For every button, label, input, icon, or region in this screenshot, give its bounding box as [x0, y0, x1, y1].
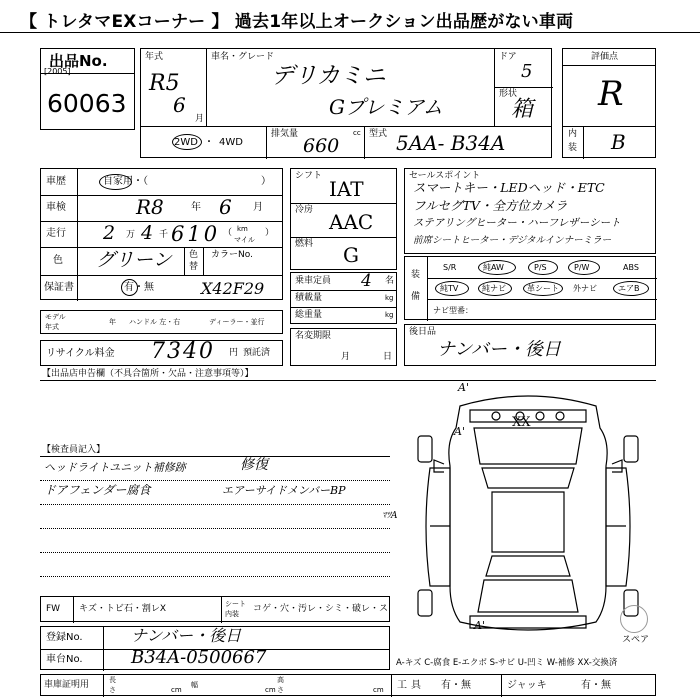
- lot-box: [40, 48, 135, 130]
- recycle-value: 7340: [151, 339, 215, 364]
- cert-long-2: さ: [109, 686, 116, 694]
- inspection-year: R8: [136, 195, 164, 219]
- grade-box: [562, 48, 656, 158]
- header-bar: [0, 0, 700, 33]
- equip-ext-navi: 外ナビ: [573, 284, 597, 293]
- mileage-label: 走行: [46, 228, 66, 239]
- weight-label: 総重量: [295, 310, 323, 320]
- later-value: ナンバー・後日: [437, 339, 561, 360]
- weight-unit: kg: [385, 311, 394, 319]
- lot-year-tag: [2005]: [44, 67, 71, 76]
- model-year-row: [40, 310, 283, 334]
- chassis-value: B34A-0500667: [131, 647, 267, 668]
- color-change-2: 替: [189, 262, 199, 272]
- equip-pw: P/W: [574, 263, 590, 272]
- lot-number: 60063: [47, 89, 127, 118]
- model-year-label-1: モデル: [45, 313, 66, 321]
- mileage-paren-close: ）: [265, 228, 275, 238]
- registration-value: ナンバー・後日: [131, 626, 242, 645]
- recycle-box: [40, 340, 283, 366]
- mileage-paren-open: （: [223, 228, 233, 238]
- spec-box: [290, 168, 397, 270]
- damage-mark-2: A': [454, 425, 465, 438]
- capacity-label: 乗車定員: [295, 276, 332, 286]
- cert-long-1: 長: [109, 676, 116, 684]
- condition-label: FW: [46, 604, 61, 614]
- load-unit: kg: [385, 294, 394, 302]
- history-label: 車歴: [46, 176, 66, 187]
- cert-cm-2: cm: [265, 686, 276, 694]
- model-year-label-2: 年式: [45, 323, 59, 331]
- recycle-label: リサイクル料金: [46, 348, 115, 359]
- jack-label: ジャッキ: [507, 680, 547, 691]
- sales-points-box: [404, 168, 656, 254]
- interior-label-2: 装: [568, 143, 578, 153]
- mileage-unit1: 万: [126, 230, 136, 240]
- equip-tv: 純TV: [440, 284, 459, 293]
- inspector-note-4: エアーサイドメンバーBP: [222, 484, 346, 497]
- mileage-value1: 2: [103, 222, 116, 244]
- displacement-value: 660: [303, 135, 340, 157]
- equip-abs: ABS: [623, 263, 639, 272]
- mileage-value2: 4: [141, 222, 154, 244]
- equip-navi: 純ナビ: [482, 284, 506, 293]
- color-label: 色: [53, 255, 63, 266]
- vehicle-grade: Gプレミアム: [329, 95, 443, 119]
- shape-label: 形状: [499, 89, 518, 99]
- sales-point-3: ステアリングヒーター・ハーフレザーシート: [413, 217, 621, 229]
- inspection-year-unit: 年: [191, 202, 201, 213]
- mileage-mile: マイル: [234, 236, 255, 244]
- equip-ps: P/S: [534, 263, 547, 272]
- vehicle-name: デリカミニ: [271, 63, 386, 89]
- drive-2wd: 2WD: [174, 137, 198, 148]
- condition-seat-items: コゲ・穴・汚レ・シミ・破レ・ス: [253, 604, 389, 614]
- grade-score: R: [598, 74, 624, 114]
- name-change-month: 月: [341, 352, 351, 362]
- tools-value: 有・無: [441, 680, 471, 691]
- inspector-note-3: 修復: [240, 457, 268, 473]
- spare-label: スペア: [622, 635, 650, 645]
- damage-mark-4: ﾏﾂA: [382, 511, 398, 521]
- capacity-box: [290, 272, 397, 324]
- interior-label-1: 内: [568, 129, 578, 139]
- name-label: 車名・グレード: [211, 52, 275, 62]
- model-year-handle: ハンドル 左・右: [129, 318, 181, 326]
- drive-4wd: 4WD: [219, 137, 243, 148]
- vehicle-box: [140, 48, 552, 158]
- capacity-unit: 名: [385, 276, 395, 286]
- damage-legend: A-キズ C-腐食 E-エクボ S-サビ U-凹ミ W-補修 XX-交換済: [396, 658, 618, 668]
- info-table: [40, 168, 283, 300]
- history-close: ）: [261, 176, 271, 187]
- name-change-day: 日: [383, 352, 393, 362]
- recycle-deposit: 預託済: [243, 348, 271, 358]
- tools-label: 工具: [397, 680, 425, 691]
- drive-sep: ・: [204, 137, 214, 148]
- inspection-label: 車検: [46, 202, 66, 213]
- model-value: 5AA- B34A: [396, 131, 506, 155]
- year-month: 6: [173, 93, 186, 117]
- warranty-value: 有・無: [124, 282, 154, 293]
- fuel-value: G: [343, 243, 359, 267]
- mileage-km: km: [237, 225, 248, 233]
- lot-label: 出品No.: [49, 52, 108, 70]
- color-value: グリーン: [96, 249, 172, 271]
- shift-value: IAT: [329, 177, 364, 201]
- condition-seat-1: シート: [225, 600, 246, 608]
- equipment-label-2: 備: [411, 292, 421, 302]
- cert-cm-3: cm: [373, 686, 384, 694]
- cert-height-1: 高: [277, 676, 284, 684]
- mileage-unit2: 千: [159, 230, 169, 240]
- condition-row: [40, 596, 390, 622]
- year-era: R5: [149, 71, 180, 96]
- later-label: 後日品: [409, 327, 437, 337]
- color-no: X42F29: [201, 279, 265, 298]
- displacement-label: 排気量: [271, 129, 299, 139]
- damage-mark-5: A': [474, 619, 485, 632]
- door-label: ドア: [499, 52, 517, 62]
- cert-label: 車庫証明用: [44, 680, 90, 690]
- grade-label: 評価点: [591, 52, 619, 62]
- ac-label: 冷房: [295, 205, 314, 215]
- displacement-unit: cc: [353, 129, 361, 137]
- inspector-label: 【検査員記入】: [42, 445, 106, 455]
- spare-tire-icon: [620, 605, 648, 633]
- inspector-note-1: ヘッドライトユニット補修跡: [44, 461, 186, 474]
- fuel-label: 燃料: [295, 239, 314, 249]
- equip-aw: 純AW: [483, 263, 504, 272]
- registration-box: [40, 626, 390, 670]
- shape-value: 箱: [511, 97, 534, 122]
- color-change-1: 色: [189, 250, 199, 260]
- condition-seat-2: 内装: [225, 610, 239, 618]
- inspection-month-unit: 月: [253, 202, 263, 213]
- color-no-label: カラーNo.: [211, 250, 253, 260]
- name-change-box: [290, 328, 397, 366]
- sales-points-label: セールスポイント: [409, 171, 481, 181]
- history-value: 自家用・（: [103, 176, 148, 187]
- shift-label: シフト: [295, 171, 323, 181]
- registration-label: 登録No.: [46, 632, 83, 643]
- load-label: 積載量: [295, 293, 323, 303]
- equipment-box: [404, 256, 656, 320]
- sales-point-1: スマートキー・LEDヘッド・ETC: [413, 180, 605, 195]
- year-label: 年式: [145, 52, 164, 62]
- chassis-label: 車台No.: [46, 654, 83, 665]
- warranty-label: 保証書: [44, 282, 74, 293]
- bottom-row: [40, 674, 656, 696]
- year-month-unit: 月: [195, 114, 205, 124]
- equip-sr: S/R: [443, 263, 457, 272]
- capacity-value: 4: [361, 271, 372, 291]
- damage-mark-3: XX: [512, 415, 531, 430]
- cert-height-2: さ: [277, 686, 284, 694]
- model-label: 型式: [369, 129, 388, 139]
- recycle-unit: 円: [229, 348, 239, 358]
- interior-score: B: [611, 130, 626, 154]
- ac-value: AAC: [329, 210, 374, 234]
- inspection-month: 6: [219, 195, 232, 219]
- jack-value: 有・無: [581, 680, 611, 691]
- sales-point-2: フルセグTV・全方位カメラ: [413, 198, 568, 213]
- model-year-dealer: ディーラー・並行: [209, 318, 265, 326]
- equip-airbag: エアB: [618, 284, 640, 293]
- name-change-label: 名変期限: [295, 331, 332, 341]
- later-box: [404, 324, 656, 366]
- sales-point-4: 前席シートヒーター・デジタルインナーミラー: [413, 235, 612, 246]
- damage-mark-1: A': [458, 381, 469, 394]
- header-title: 【 トレタマEXコーナー 】 過去1年以上オークション出品歴がない車両: [20, 12, 574, 32]
- door-value: 5: [521, 61, 533, 82]
- equip-leather: 革シート: [527, 284, 559, 293]
- cert-width: 幅: [191, 681, 198, 689]
- inspector-note-2: ドアフェンダー腐食: [44, 483, 151, 497]
- equip-navi-model: ナビ型番：: [433, 306, 473, 315]
- remarks-label: 【出品店申告欄（不具合箇所・欠品・注意事項等）】: [42, 369, 254, 379]
- condition-items: キズ・トビ石・割レX: [79, 604, 166, 614]
- equipment-label-1: 装: [411, 270, 421, 280]
- cert-cm-1: cm: [171, 686, 182, 694]
- mileage-value3: 610: [171, 222, 221, 246]
- model-year-year: 年: [109, 318, 116, 326]
